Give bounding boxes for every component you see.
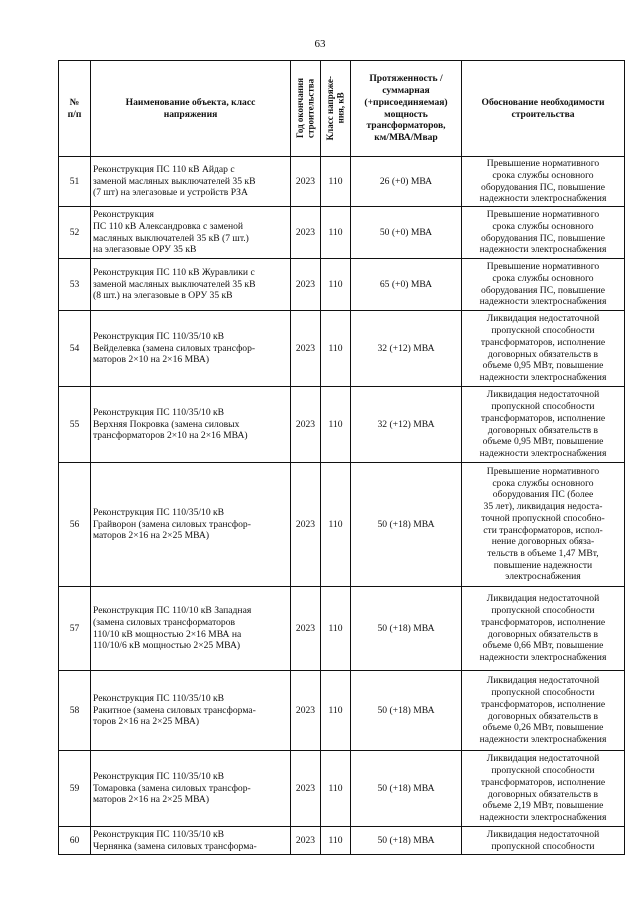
row-voltage: 110	[321, 751, 351, 827]
row-year: 2023	[291, 463, 321, 587]
table-row	[59, 311, 625, 387]
row-voltage: 110	[321, 259, 351, 311]
row-capacity: 50 (+0) МВА	[351, 207, 462, 259]
row-year: 2023	[291, 207, 321, 259]
row-voltage: 110	[321, 587, 351, 671]
row-voltage: 110	[321, 671, 351, 751]
row-year: 2023	[291, 751, 321, 827]
table-row	[59, 751, 625, 827]
row-capacity: 50 (+18) МВА	[351, 671, 462, 751]
row-capacity: 32 (+12) МВА	[351, 311, 462, 387]
row-object-name: Реконструкция ПС 110/10 кВ Западная (замена силовых трансформаторов 110/10 кВ мощностью 2×16 МВА на 110/10/6 кВ мощностью 2×25 МВА)	[91, 587, 291, 671]
row-voltage: 110	[321, 311, 351, 387]
row-justification: Ликвидация недостаточной пропускной способности трансформаторов, исполнение договорных обязательств в объеме 0,26 МВт, повышение надежности электроснабжения	[462, 671, 625, 751]
row-justification: Превышение нормативного срока службы основного оборудования ПС, повышение надежности электроснабжения	[462, 207, 625, 259]
row-number: 57	[59, 587, 91, 671]
row-object-name: Реконструкция ПС 110 кВ Александровка с заменой масляных выключателей 35 кВ (7 шт.) на элегазовые ОРУ 35 кВ	[91, 207, 291, 259]
row-object-name: Реконструкция ПС 110/35/10 кВ Вейделевка (замена силовых трансфор- маторов 2×10 на 2×16 МВА)	[91, 311, 291, 387]
investment-table	[58, 60, 625, 855]
table-row	[59, 259, 625, 311]
row-number: 51	[59, 157, 91, 207]
row-justification: Ликвидация недостаточной пропускной способности	[462, 827, 625, 855]
row-year: 2023	[291, 587, 321, 671]
page-number: 63	[314, 38, 326, 50]
row-number: 55	[59, 387, 91, 463]
row-object-name: Реконструкция ПС 110/35/10 кВ Верхняя Покровка (замена силовых трансформаторов 2×10 на 2×16 МВА)	[91, 387, 291, 463]
header-year: Год окончания строительства	[295, 78, 316, 139]
row-year: 2023	[291, 259, 321, 311]
row-object-name: Реконструкция ПС 110/35/10 кВ Ракитное (замена силовых трансформа- торов 2×16 на 2×25 МВА)	[91, 671, 291, 751]
table-row	[59, 671, 625, 751]
row-number: 58	[59, 671, 91, 751]
table-row	[59, 157, 625, 207]
row-number: 56	[59, 463, 91, 587]
row-justification: Превышение нормативного срока службы основного оборудования ПС, повышение надежности электроснабжения	[462, 157, 625, 207]
header-justification: Обоснование необходимости строительства	[462, 61, 625, 157]
row-year: 2023	[291, 311, 321, 387]
row-object-name: Реконструкция ПС 110 кВ Айдар с заменой масляных выключателей 35 кВ (7 шт) на элегазовые и устройств РЗА	[91, 157, 291, 207]
row-justification: Ликвидация недостаточной пропускной способности трансформаторов, исполнение договорных обязательств в объеме 0,66 МВт, повышение надежности электроснабжения	[462, 587, 625, 671]
table-header-row	[59, 61, 625, 157]
row-object-name: Реконструкция ПС 110/35/10 кВ Грайворон (замена силовых трансфор- маторов 2×16 на 2×25 МВА)	[91, 463, 291, 587]
row-voltage: 110	[321, 157, 351, 207]
table-row	[59, 207, 625, 259]
row-justification: Ликвидация недостаточной пропускной способности трансформаторов, исполнение договорных обязательств в объеме 0,95 МВт, повышение надежности электроснабжения	[462, 387, 625, 463]
row-capacity: 50 (+18) МВА	[351, 587, 462, 671]
row-voltage: 110	[321, 207, 351, 259]
row-year: 2023	[291, 157, 321, 207]
row-object-name: Реконструкция ПС 110/35/10 кВ Томаровка (замена силовых трансфор- маторов 2×16 на 2×25 МВА)	[91, 751, 291, 827]
row-justification: Ликвидация недостаточной пропускной способности трансформаторов, исполнение договорных обязательств в объеме 0,95 МВт, повышение надежности электроснабжения	[462, 311, 625, 387]
row-capacity: 26 (+0) МВА	[351, 157, 462, 207]
header-voltage: Класс напряже- ния, кВ	[325, 76, 346, 141]
row-justification: Превышение нормативного срока службы основного оборудования ПС (более 35 лет), ликвидация недоста- точной пропускной способно- сти трансформаторов, испол- нение договорных обяза- тельств в объеме 1,47 МВт, повышение надежности электроснабжения	[462, 463, 625, 587]
row-year: 2023	[291, 671, 321, 751]
table-row	[59, 827, 625, 855]
row-justification: Ликвидация недостаточной пропускной способности трансформаторов, исполнение договорных обязательств в объеме 2,19 МВт, повышение надежности электроснабжения	[462, 751, 625, 827]
table-row	[59, 387, 625, 463]
row-year: 2023	[291, 827, 321, 855]
row-number: 60	[59, 827, 91, 855]
table-row	[59, 587, 625, 671]
row-capacity: 32 (+12) МВА	[351, 387, 462, 463]
row-justification: Превышение нормативного срока службы основного оборудования ПС, повышение надежности электроснабжения	[462, 259, 625, 311]
header-year-cell	[291, 61, 321, 157]
header-object-name: Наименование объекта, класс напряжения	[91, 61, 291, 157]
row-object-name: Реконструкция ПС 110 кВ Журавлики с заменой масляных выключателей 35 кВ (8 шт.) на элегазовые в ОРУ 35 кВ	[91, 259, 291, 311]
row-number: 53	[59, 259, 91, 311]
row-year: 2023	[291, 387, 321, 463]
row-number: 54	[59, 311, 91, 387]
row-capacity: 65 (+0) МВА	[351, 259, 462, 311]
row-voltage: 110	[321, 463, 351, 587]
row-number: 59	[59, 751, 91, 827]
row-object-name: Реконструкция ПС 110/35/10 кВ Чернянка (замена силовых трансформа-	[91, 827, 291, 855]
row-capacity: 50 (+18) МВА	[351, 463, 462, 587]
table-row	[59, 463, 625, 587]
row-voltage: 110	[321, 827, 351, 855]
header-capacity: Протяженность / суммарная (+присоединяемая) мощность трансформаторов, км/МВА/Мвар	[351, 61, 462, 157]
row-voltage: 110	[321, 387, 351, 463]
header-number: № п/п	[59, 61, 91, 157]
row-number: 52	[59, 207, 91, 259]
row-capacity: 50 (+18) МВА	[351, 751, 462, 827]
row-capacity: 50 (+18) МВА	[351, 827, 462, 855]
header-voltage-cell	[321, 61, 351, 157]
